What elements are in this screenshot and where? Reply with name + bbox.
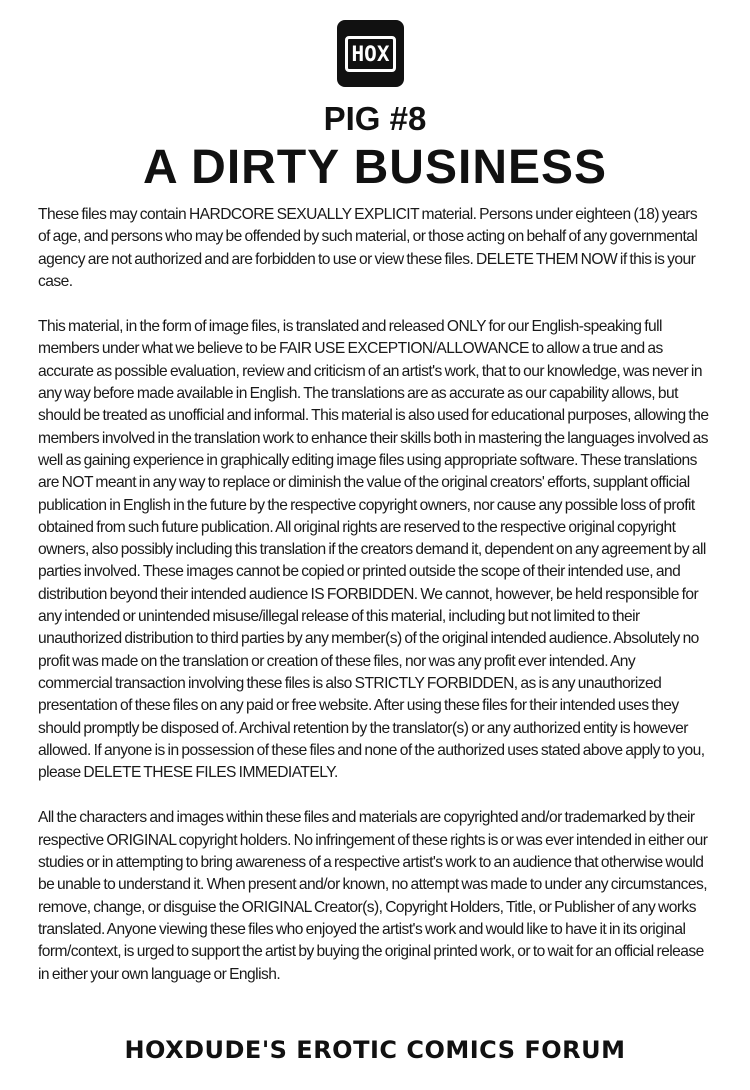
page-title: A DIRTY BUSINESS [142, 141, 608, 194]
disclaimer-paragraph-age: These files may contain HARDCORE SEXUALLY EXPLICIT material. Persons under eighteen (18) years of age, and persons who may be offended by such material, or those acting on behalf of any governmental agency are not authorized and are forbidden to use or view these files. DELETE THEM NOW if this is your case. [38, 206, 698, 290]
disclaimer-paragraph-fair-use: This material, in the form of image files, is translated and released ONLY for our English-speaking full members under what we believe to be FAIR USE EXCEPTION/ALLOWANCE to allow a true and as accurate as possible evaluation, review and criticism of an artist's work, that to our knowledge, was never in any way before made available in English. The translations are as accurate as our capability allows, but should be treated as unofficial and informal. This material is also used for educational purposes, allowing the members involved in the translation work to enhance their skills both in mastering the languages involved as well as gaining experience in graphically editing image files using appropriate software. These translations are NOT meant in any way to replace or diminish the value of the original creators' efforts, supplant official publication in English in the future by the respective copyright owners, nor cause any possible loss of profit obtained from such future publication. All original rights are reserved to the respective original copyright owners, also possibly including this translation if the creators demand it, dependent on any agreement by all parties involved. These images cannot be copied or printed outside the scope of their intended use, and distribution beyond their intended audience IS FORBIDDEN. We cannot, however, be held responsible for any intended or unintended misuse/illegal release of this material, including but not limited to their unauthorized distribution to third parties by any member(s) of the original intended audience. Absolutely no profit was made on the translation or creation of these files, nor was any profit ever intended. Any commercial transaction involving these files is also STRICTLY FORBIDDEN, as is any unauthorized presentation of these files on any paid or free website. After using these files for their intended uses they should promptly be disposed of. Archival retention by the translator(s) or any authorized entity is however allowed. If anyone is in possession of these files and none of the authorized uses stated above apply to you, please DELETE THESE FILES IMMEDIATELY. [38, 318, 709, 782]
disclaimer-paragraph-copyright: All the characters and images within these files and materials are copyrighted and/or trademarked by their respective ORIGINAL copyright holders. No infringement of these rights is or was ever intended in either our studies or in attempting to bring awareness of a respective artist's work to an audience that otherwise would be unable to understand it. When present and/or known, no attempt was made to under any circumstances, remove, change, or disguise the ORIGINAL Creator(s), Copyright Holders, Title, or Publisher of any works translated. Anyone viewing these files who enjoyed the artist's work and would like to have it in its original form/context, is urged to support the artist by buying the original printed work, or to wait for an official release in either your own language or English. [38, 809, 708, 983]
issue-subtitle: PIG #8 [323, 100, 427, 137]
hox-logo [337, 20, 404, 87]
disclaimer-body [38, 204, 710, 986]
hox-logo-text: HOX [345, 36, 397, 72]
forum-footer: HOXDUDE'S EROTIC COMICS FORUM [124, 1036, 626, 1064]
